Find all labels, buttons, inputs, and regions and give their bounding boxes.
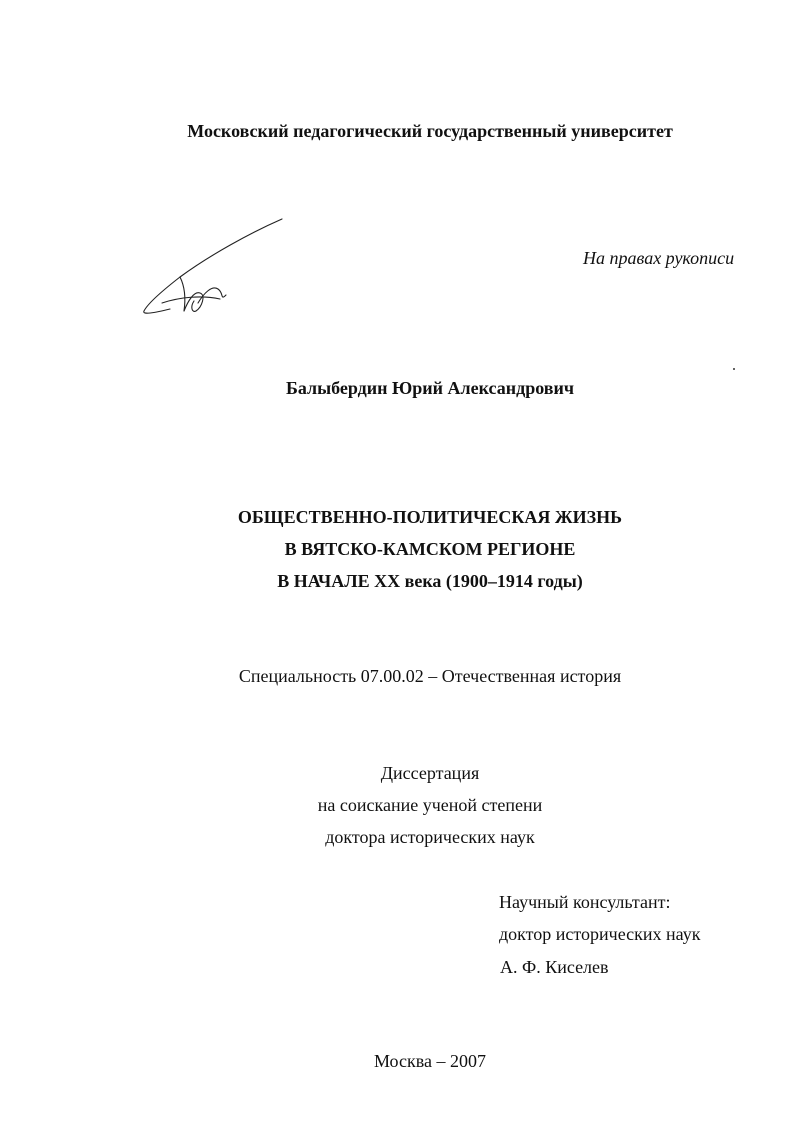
scan-speck bbox=[733, 368, 735, 370]
author-name: Балыбердин Юрий Александрович bbox=[285, 378, 575, 398]
specialty-line: Специальность 07.00.02 – Отечественная история bbox=[238, 666, 622, 686]
handwritten-signature bbox=[140, 215, 290, 325]
dissertation-type-line-2: на соискание ученой степени bbox=[317, 795, 543, 815]
consultant-name: А. Ф. Киселев bbox=[500, 957, 609, 977]
university-name: Московский педагогический государственный университет bbox=[187, 121, 673, 141]
dissertation-title-line-3: В НАЧАЛЕ XX века (1900–1914 годы) bbox=[277, 571, 583, 591]
dissertation-type-line-3: доктора исторических наук bbox=[325, 827, 535, 847]
consultant-degree: доктор исторических наук bbox=[499, 924, 701, 944]
dissertation-title-line-1: ОБЩЕСТВЕННО-ПОЛИТИЧЕСКАЯ ЖИЗНЬ bbox=[237, 507, 623, 527]
dissertation-type-line-1: Диссертация bbox=[380, 763, 480, 783]
city-year: Москва – 2007 bbox=[374, 1051, 486, 1071]
dissertation-title-line-2: В ВЯТСКО-КАМСКОМ РЕГИОНЕ bbox=[284, 539, 576, 559]
manuscript-rights-note: На правах рукописи bbox=[583, 248, 735, 268]
consultant-label: Научный консультант: bbox=[499, 892, 671, 912]
